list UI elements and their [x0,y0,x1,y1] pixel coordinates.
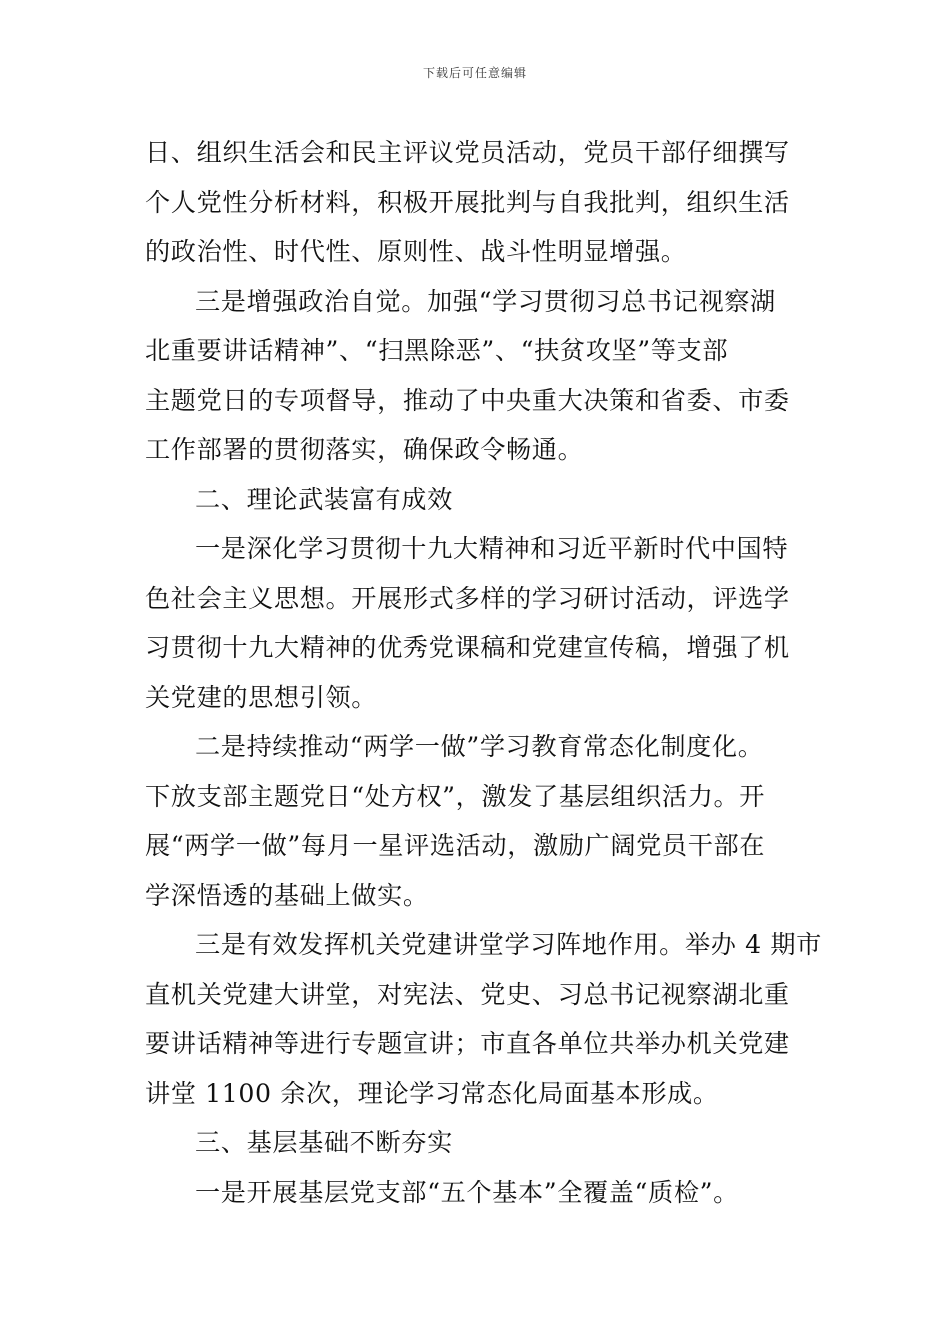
text-line: 关党建的思想引领。 [145,682,378,712]
text-line: 要讲话精神等进行专题宣讲；市直各单位共举办机关党建 [145,1029,790,1058]
paragraph-first-line: 三是增强政治自觉。加强“学习贯彻习总书记视察湖 [195,286,776,316]
text-line: 色社会主义思想。开展形式多样的学习研讨活动，评选学 [145,583,790,613]
paragraph-first-line: 一是开展基层党支部“五个基本”全覆盖“质检”。 [195,1177,739,1207]
text-line: 主题党日的专项督导，推动了中央重大决策和省委、市委 [145,385,790,415]
text-line: 个人党性分析材料，积极开展批判与自我批判，组织生活 [145,187,790,217]
document-body [145,128,822,1217]
text-line: 的政治性、时代性、原则性、战斗性明显增强。 [145,237,687,266]
paragraph-first-line: 一是深化学习贯彻十九大精神和习近平新时代中国特 [195,534,789,563]
paragraph-first-line: 三是有效发挥机关党建讲堂学习阵地作用。举办 4 期市 [195,930,822,959]
text-line: 展“两学一做”每月一星评选活动，激励广阔党员干部在 [145,831,766,860]
section-heading: 三、基层基础不断夯实 [195,1128,453,1157]
text-line: 北重要讲话精神”、“扫黑除恶”、“扶贫攻坚”等支部 [145,336,729,365]
page-header-note: 下载后可任意编辑 [422,66,527,80]
text-line: 下放支部主题党日“处方权”，激发了基层组织活力。开 [145,781,766,811]
text-line: 讲堂 1100 余次，理论学习常态化局面基本形成。 [145,1078,719,1108]
text-line: 日、组织生活会和民主评议党员活动，党员干部仔细撰写 [145,138,790,167]
section-heading: 二、理论武装富有成效 [195,484,453,514]
text-line: 工作部署的贯彻落实，确保政令畅通。 [145,435,584,464]
text-line: 直机关党建大讲堂，对宪法、党史、习总书记视察湖北重 [145,979,790,1009]
text-line: 学深悟透的基础上做实。 [145,880,429,910]
text-line: 习贯彻十九大精神的优秀党课稿和党建宣传稿，增强了机 [145,633,790,662]
paragraph-first-line: 二是持续推动“两学一做”学习教育常态化制度化。 [195,732,764,761]
